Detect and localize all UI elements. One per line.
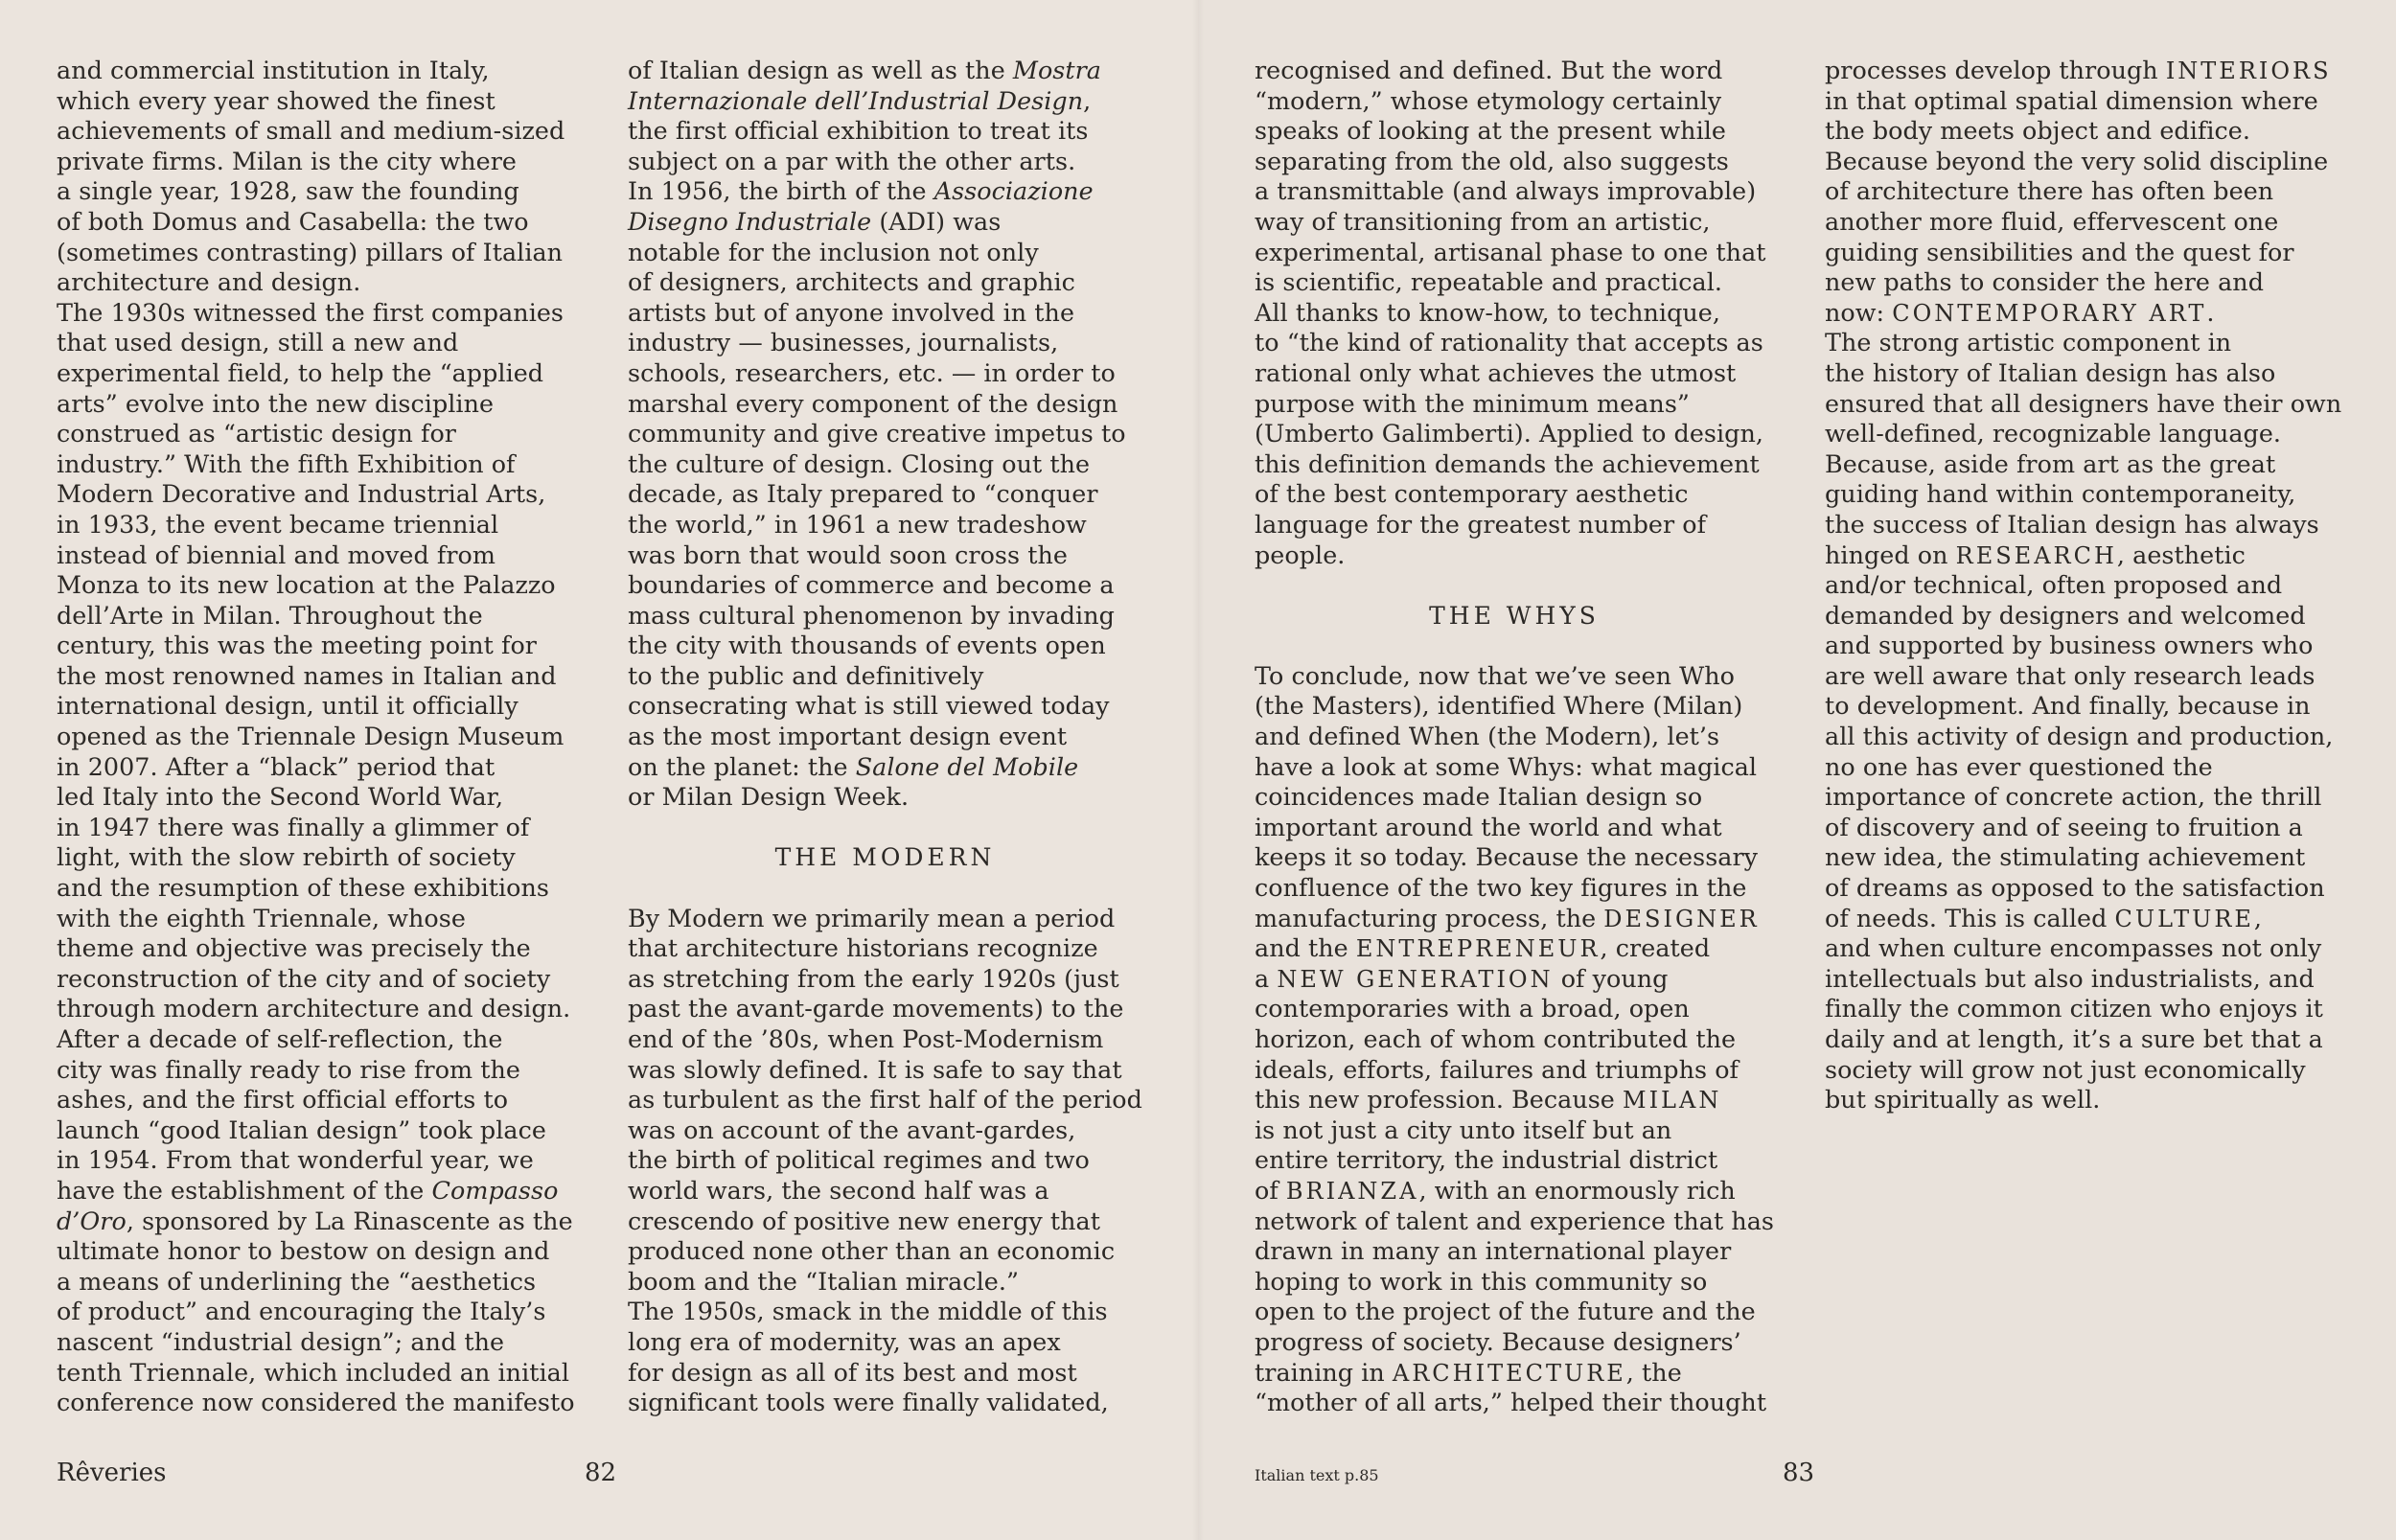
text-line: keeps it so today. Because the necessary xyxy=(1255,842,1759,872)
text-line: and the resumption of these exhibitions xyxy=(57,873,549,903)
text-line: ultimate honor to bestow on design and xyxy=(57,1236,550,1266)
text-line: to “the kind of rationality that accepts as xyxy=(1255,328,1763,357)
text-line: Monza to its new location at the Palazzo xyxy=(57,570,556,600)
italic-title: Disegno Industriale xyxy=(628,206,872,236)
text-line: and the ENTREPRENEUR, created xyxy=(1255,933,1711,963)
italic-title: d’Oro xyxy=(57,1206,127,1235)
text-line: the first official exhibition to treat its xyxy=(628,116,1089,146)
text-line: “modern,” whose etymology certainly xyxy=(1255,85,1722,115)
text-line: important around the world and what xyxy=(1255,812,1722,841)
text-line: separating from the old, also suggests xyxy=(1255,146,1729,175)
text-line: ideals, efforts, failures and triumphs of xyxy=(1255,1054,1739,1084)
text-line: long era of modernity, was an apex xyxy=(628,1326,1061,1356)
footer-note-italian-text: Italian text p.85 xyxy=(1255,1466,1379,1484)
text-line: of both Domus and Casabella: the two xyxy=(57,206,529,236)
text-line: now: CONTEMPORARY ART. xyxy=(1825,297,2215,327)
text-line: a means of underlining the “aesthetics xyxy=(57,1266,537,1296)
text-line: experimental, artisanal phase to one that xyxy=(1255,237,1766,266)
text-line: the world,” in 1961 a new tradeshow xyxy=(628,509,1087,539)
text-line: artists but of anyone involved in the xyxy=(628,297,1075,327)
text-line: century, this was the meeting point for xyxy=(57,631,537,660)
text-line: well-defined, recognizable language. xyxy=(1825,419,2282,448)
text-line: (the Masters), identified Where (Milan) xyxy=(1255,691,1743,721)
text-line: and supported by business owners who xyxy=(1825,631,2314,660)
text-line: was slowly defined. It is safe to say that xyxy=(628,1054,1122,1084)
page-number-left: 82 xyxy=(585,1459,617,1487)
text-line: is not just a city unto itself but an xyxy=(1255,1115,1672,1144)
text-line: language for the greatest number of xyxy=(1255,509,1707,539)
text-line: of discovery and of seeing to fruition a xyxy=(1825,812,2303,841)
text-line: experimental field, to help the “applied xyxy=(57,357,544,387)
text-line: Modern Decorative and Industrial Arts, xyxy=(57,479,546,509)
spacer xyxy=(628,873,1142,904)
text-line: recognised and defined. But the word xyxy=(1255,56,1723,84)
text-line: as the most important design event xyxy=(628,722,1068,751)
text-line: arts” evolve into the new discipline xyxy=(57,388,495,418)
text-line: of architecture there has often been xyxy=(1825,176,2274,206)
text-line: open to the project of the future and the xyxy=(1255,1297,1756,1326)
text-line: was on account of the avant-gardes, xyxy=(628,1115,1076,1144)
text-line: private firms. Milan is the city where xyxy=(57,146,518,175)
text-line: that used design, still a new and xyxy=(57,328,459,357)
keyword-architecture: ARCHITECTURE xyxy=(1392,1359,1626,1387)
text-line: no one has ever questioned the xyxy=(1825,751,2213,781)
text-line: training in ARCHITECTURE, the xyxy=(1255,1357,1682,1387)
text-line: this definition demands the achievement xyxy=(1255,448,1760,478)
text-line: are well aware that only research leads xyxy=(1825,660,2315,690)
text-line: city was finally ready to rise from the xyxy=(57,1054,521,1084)
text-line: the culture of design. Closing out the xyxy=(628,448,1091,478)
text-line: daily and at length, it’s a sure bet that a xyxy=(1825,1024,2323,1053)
keyword-interiors: INTERIORS xyxy=(2165,57,2332,84)
text-line: (sometimes contrasting) pillars of Italian xyxy=(57,237,564,266)
text-column-4 xyxy=(1825,56,2341,1115)
text-line: coincidences made Italian design so xyxy=(1255,782,1703,812)
text-line: In 1956, the birth of the Associazione xyxy=(628,176,1094,206)
text-line: notable for the inclusion not only xyxy=(628,237,1039,266)
text-line: community and give creative impetus to xyxy=(628,419,1126,448)
keyword-designer: DESIGNER xyxy=(1603,905,1760,932)
text-line: hinged on RESEARCH, aesthetic xyxy=(1825,540,2246,569)
text-line: boom and the “Italian miracle.” xyxy=(628,1266,1020,1296)
text-line: is scientific, repeatable and practical. xyxy=(1255,267,1723,297)
text-line: the city with thousands of events open xyxy=(628,631,1106,660)
text-line: with the eighth Triennale, whose xyxy=(57,903,466,932)
text-line: have a look at some Whys: what magical xyxy=(1255,751,1758,781)
text-line: and when culture encompasses not only xyxy=(1825,933,2322,963)
text-line: dell’Arte in Milan. Throughout the xyxy=(57,600,483,630)
text-line: and defined When (the Modern), let’s xyxy=(1255,722,1720,751)
text-line: end of the ’80s, when Post-Modernism xyxy=(628,1024,1104,1053)
text-line: of the best contemporary aesthetic xyxy=(1255,479,1689,509)
text-line: progress of society. Because designers’ xyxy=(1255,1326,1741,1356)
text-line: world wars, the second half was a xyxy=(628,1175,1049,1205)
text-line: in 2007. After a “black” period that xyxy=(57,751,495,781)
italic-title: Associazione xyxy=(933,176,1094,206)
text-line: opened as the Triennale Design Museum xyxy=(57,722,564,751)
text-line: crescendo of positive new energy that xyxy=(628,1206,1100,1235)
text-line: a transmittable (and always improvable) xyxy=(1255,176,1757,206)
text-line: was born that would soon cross the xyxy=(628,540,1068,569)
keyword-culture: CULTURE xyxy=(2114,905,2254,932)
text-line: in 1947 there was finally a glimmer of xyxy=(57,812,530,841)
text-line: By Modern we primarily mean a period xyxy=(628,903,1116,932)
text-column-3 xyxy=(1255,56,1774,1418)
text-line: conference now considered the manifesto xyxy=(57,1388,575,1417)
text-line: architecture and design. xyxy=(57,267,361,297)
keyword-contemporary-art: CONTEMPORARY ART xyxy=(1892,299,2207,327)
text-line: another more fluid, effervescent one xyxy=(1825,206,2279,236)
text-line: ensured that all designers have their own xyxy=(1825,388,2342,418)
text-line: instead of biennial and moved from xyxy=(57,540,495,569)
text-line: d’Oro, sponsored by La Rinascente as the xyxy=(57,1206,573,1235)
text-line: new paths to consider the here and xyxy=(1825,267,2264,297)
text-line: achievements of small and medium-sized xyxy=(57,116,565,146)
text-line: significant tools were finally validated, xyxy=(628,1388,1109,1417)
text-line: all this activity of design and production, xyxy=(1825,722,2334,751)
text-line: Disegno Industriale (ADI) was xyxy=(628,206,1002,236)
text-line: guiding hand within contemporaneity, xyxy=(1825,479,2296,509)
text-line: (Umberto Galimberti). Applied to design, xyxy=(1255,419,1763,448)
text-line: way of transitioning from an artistic, xyxy=(1255,206,1711,236)
text-line: people. xyxy=(1255,540,1346,569)
book-gutter xyxy=(1192,0,1204,1540)
text-line: this new profession. Because MILAN xyxy=(1255,1085,1722,1115)
italic-title: Salone del Mobile xyxy=(855,751,1079,781)
text-line: as stretching from the early 1920s (just xyxy=(628,963,1119,993)
spacer xyxy=(1255,570,1774,601)
text-line: finally the common citizen who enjoys it xyxy=(1825,994,2323,1023)
text-line: light, with the slow rebirth of society xyxy=(57,842,516,872)
text-line: manufacturing process, the DESIGNER xyxy=(1255,903,1760,932)
text-line: subject on a par with the other arts. xyxy=(628,146,1076,175)
keyword-brianza: BRIANZA xyxy=(1285,1177,1419,1205)
text-line: the body meets object and edifice. xyxy=(1825,116,2250,146)
text-line: of BRIANZA, with an enormously rich xyxy=(1255,1175,1736,1205)
keyword-research: RESEARCH xyxy=(1955,541,2117,569)
section-heading-the-modern: THE MODERN xyxy=(774,843,996,872)
text-line: the birth of political regimes and two xyxy=(628,1145,1090,1175)
text-line: marshal every component of the design xyxy=(628,388,1118,418)
text-line: international design, until it officially xyxy=(57,691,518,721)
text-line: drawn in many an international player xyxy=(1255,1236,1732,1266)
running-footer-title: Rêveries xyxy=(57,1459,167,1487)
section-heading-the-whys: THE WHYS xyxy=(1429,601,1600,630)
text-line: schools, researchers, etc. — in order to xyxy=(628,357,1116,387)
text-line: Because, aside from art as the great xyxy=(1825,448,2276,478)
text-line: society will grow not just economically xyxy=(1825,1054,2306,1084)
text-line: as turbulent as the first half of the period xyxy=(628,1085,1142,1115)
text-line: the success of Italian design has always xyxy=(1825,509,2319,539)
text-line: of Italian design as well as the Mostra xyxy=(628,56,1101,84)
text-line: theme and objective was precisely the xyxy=(57,933,531,963)
text-line: The 1930s witnessed the first companies xyxy=(57,297,564,327)
keyword-new-generation: NEW GENERATION xyxy=(1277,965,1554,993)
text-line: in that optimal spatial dimension where xyxy=(1825,85,2318,115)
text-line: intellectuals but also industrialists, and xyxy=(1825,963,2315,993)
text-line: network of talent and experience that has xyxy=(1255,1206,1774,1235)
text-line: and commercial institution in Italy, xyxy=(57,56,490,84)
text-line: The strong artistic component in xyxy=(1825,328,2232,357)
text-line: the most renowned names in Italian and xyxy=(57,660,557,690)
text-line: in 1954. From that wonderful year, we xyxy=(57,1145,534,1175)
text-line: of designers, architects and graphic xyxy=(628,267,1075,297)
text-line: boundaries of commerce and become a xyxy=(628,570,1115,600)
text-line: reconstruction of the city and of society xyxy=(57,963,551,993)
text-line: demanded by designers and welcomed xyxy=(1825,600,2306,630)
text-line: nascent “industrial design”; and the xyxy=(57,1326,505,1356)
italic-title: Compasso xyxy=(431,1175,559,1205)
text-line: to development. And finally, because in xyxy=(1825,691,2311,721)
text-line: importance of concrete action, the thrill xyxy=(1825,782,2322,812)
text-column-1 xyxy=(57,56,575,1418)
text-line: for design as all of its best and most xyxy=(628,1357,1077,1387)
text-line: launch “good Italian design” took place xyxy=(57,1115,546,1144)
text-line: of dreams as opposed to the satisfaction xyxy=(1825,873,2325,903)
text-line: processes develop through INTERIORS xyxy=(1825,56,2332,84)
text-line: industry.” With the fifth Exhibition of xyxy=(57,448,516,478)
text-line: in 1933, the event became triennial xyxy=(57,509,499,539)
text-line: guiding sensibilities and the quest for xyxy=(1825,237,2294,266)
text-line: the history of Italian design has also xyxy=(1825,357,2276,387)
text-line: industry — businesses, journalists, xyxy=(628,328,1059,357)
text-line: The 1950s, smack in the middle of this xyxy=(628,1297,1108,1326)
text-line: a single year, 1928, saw the founding xyxy=(57,176,519,206)
text-line: produced none other than an economic xyxy=(628,1236,1116,1266)
text-line: construed as “artistic design for xyxy=(57,419,456,448)
text-line: of needs. This is called CULTURE, xyxy=(1825,903,2263,932)
text-line: which every year showed the finest xyxy=(57,85,495,115)
text-line: entire territory, the industrial district xyxy=(1255,1145,1718,1175)
text-line: new idea, the stimulating achievement xyxy=(1825,842,2306,872)
text-line: ashes, and the first official efforts to xyxy=(57,1085,509,1115)
text-line: but spiritually as well. xyxy=(1825,1085,2101,1115)
italic-title: Mostra xyxy=(1012,56,1101,84)
text-line: confluence of the two key figures in the xyxy=(1255,873,1747,903)
text-line: speaks of looking at the present while xyxy=(1255,116,1726,146)
text-line: tenth Triennale, which included an initial xyxy=(57,1357,570,1387)
text-line: After a decade of self-reflection, the xyxy=(57,1024,503,1053)
text-line: a NEW GENERATION of young xyxy=(1255,963,1669,993)
text-line: rational only what achieves the utmost xyxy=(1255,357,1737,387)
text-line: mass cultural phenomenon by invading xyxy=(628,600,1115,630)
text-line: on the planet: the Salone del Mobile xyxy=(628,751,1079,781)
text-line: and/or technical, often proposed and xyxy=(1825,570,2283,600)
text-line: of product” and encouraging the Italy’s xyxy=(57,1297,546,1326)
text-line: purpose with the minimum means” xyxy=(1255,388,1690,418)
text-line: “mother of all arts,” helped their thought xyxy=(1255,1388,1767,1417)
keyword-milan: MILAN xyxy=(1623,1087,1722,1115)
text-line: consecrating what is still viewed today xyxy=(628,691,1110,721)
text-line: or Milan Design Week. xyxy=(628,782,910,812)
text-line: have the establishment of the Compasso xyxy=(57,1175,559,1205)
keyword-entrepreneur: ENTREPRENEUR xyxy=(1355,935,1601,963)
text-line: Because beyond the very solid discipline xyxy=(1825,146,2329,175)
text-column-2 xyxy=(628,56,1142,1418)
text-line: horizon, each of whom contributed the xyxy=(1255,1024,1737,1053)
page-number-right: 83 xyxy=(1783,1459,1815,1487)
spacer xyxy=(1255,631,1774,661)
text-line: through modern architecture and design. xyxy=(57,994,571,1023)
text-line: led Italy into the Second World War, xyxy=(57,782,504,812)
text-line: decade, as Italy prepared to “conquer xyxy=(628,479,1098,509)
text-line: To conclude, now that we’ve seen Who xyxy=(1255,660,1736,690)
text-line: that architecture historians recognize xyxy=(628,933,1098,963)
spacer xyxy=(628,813,1142,843)
text-line: Internazionale dell’Industrial Design, xyxy=(628,85,1092,115)
text-line: contemporaries with a broad, open xyxy=(1255,994,1690,1023)
italic-title: Internazionale dell’Industrial Design xyxy=(628,85,1084,115)
text-line: to the public and definitively xyxy=(628,660,984,690)
text-line: past the avant-garde movements) to the xyxy=(628,994,1124,1023)
text-line: All thanks to know-how, to technique, xyxy=(1255,297,1720,327)
text-line: hoping to work in this community so xyxy=(1255,1266,1708,1296)
